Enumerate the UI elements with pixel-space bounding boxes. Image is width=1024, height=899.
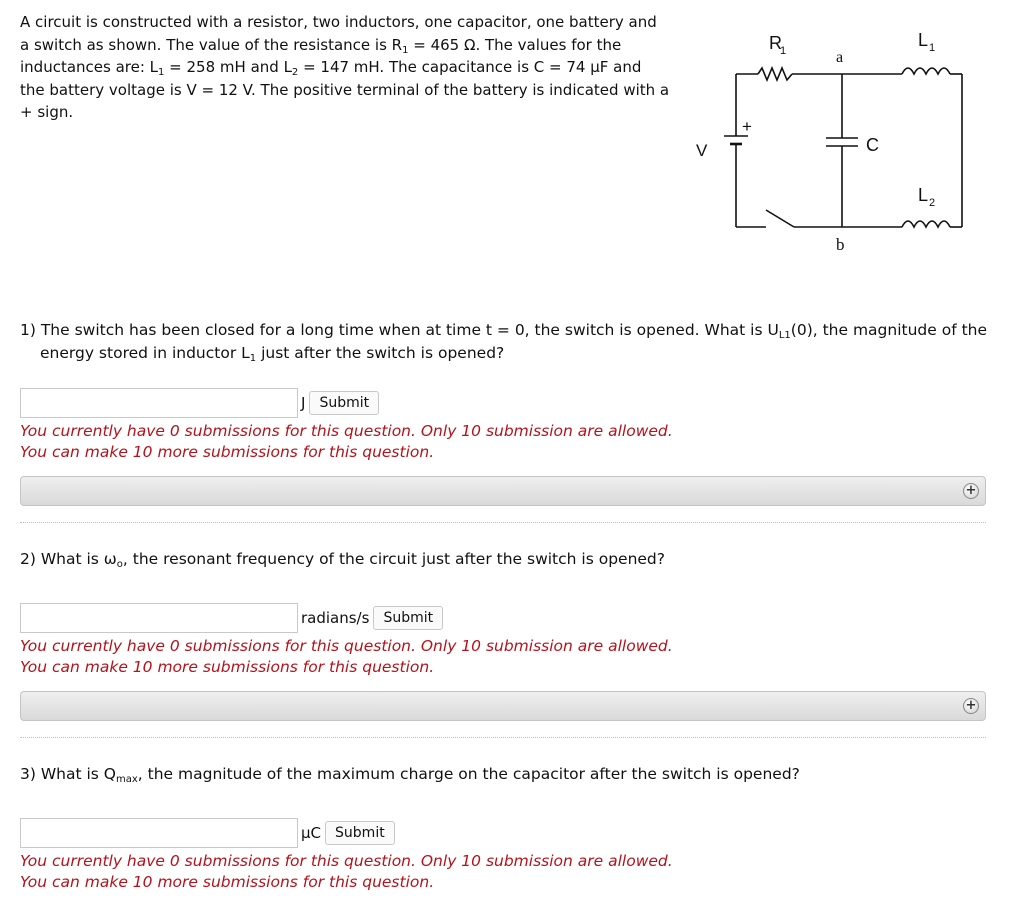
question-2-answer-input[interactable] (20, 603, 298, 633)
label-l2: L (918, 185, 929, 205)
node-b-label: b (836, 235, 845, 254)
question-3-text: 3) What is $Q_{max}$, the magnitude of the maximum charge on the capacitor after the switch is opened? (20, 765, 800, 785)
question-3-status: You currently have 0 submissions for this question. Only 10 submission are allowed. You can make 10 more submissions for this question. (20, 852, 673, 891)
question-2-status: You currently have 0 submissions for this question. Only 10 submission are allowed. You can make 10 more submissions for this question. (20, 637, 673, 676)
battery-plus-sign: + (742, 117, 752, 136)
label-l2-sub: 2 (929, 197, 936, 209)
question-1-status: You currently have 0 submissions for this question. Only 10 submission are allowed. You can make 10 more submissions for this question. (20, 422, 673, 461)
question-3-submit-button[interactable]: Submit (325, 821, 395, 845)
question-2-submit-button[interactable]: Submit (373, 606, 443, 630)
question-1-text: 1) The switch has been closed for a long time when at time t = 0, the switch is opened. What is $U_{L1}(0)$, the magnitude of the energy stored in inductor $L_1$ just after the switch is opened? (20, 321, 988, 364)
node-a-label: a (836, 49, 844, 66)
battery-label: V (696, 141, 708, 160)
inductor-l2 (902, 221, 950, 227)
question-1-answer-row (20, 387, 379, 419)
question-1-unit: J (301, 394, 306, 412)
divider (20, 522, 986, 523)
inductor-l1 (902, 68, 950, 74)
plus-circle-icon[interactable]: + (963, 483, 979, 499)
question-2-answer-row (20, 602, 443, 634)
question-2-hint-bar[interactable] (20, 691, 986, 721)
question-3-answer-row (20, 817, 395, 849)
switch (766, 210, 794, 227)
question-1-answer-input[interactable] (20, 388, 298, 418)
problem-statement: A circuit is constructed with a resistor, two inductors, one capacitor, one battery and a switch as shown. The value of the resistance is $R_1 = 465$ Ω. The values for the inductances are: $L_1 = 258$ mH and $L_2 = 147$ mH. The capacitance is C = 74 µF and the battery voltage is V = 12 V. The positive terminal of the battery is indicated with a + sign. (20, 13, 670, 121)
label-l1: L (918, 30, 929, 50)
question-1-submit-button[interactable]: Submit (309, 391, 379, 415)
label-r1-sub: 1 (780, 45, 787, 57)
label-l1-sub: 1 (929, 42, 936, 54)
plus-circle-icon[interactable]: + (963, 698, 979, 714)
question-3-unit: µC (301, 824, 322, 842)
circuit-diagram (690, 24, 990, 264)
question-2-unit: radians/s (301, 609, 370, 627)
resistor (758, 68, 792, 80)
capacitor-label: C (866, 135, 879, 155)
question-3-answer-input[interactable] (20, 818, 298, 848)
divider (20, 737, 986, 738)
label-r1: R (769, 33, 782, 53)
question-2-text: 2) What is $\omega_o$, the resonant frequency of the circuit just after the switch is opened? (20, 550, 665, 570)
question-1-hint-bar[interactable] (20, 476, 986, 506)
